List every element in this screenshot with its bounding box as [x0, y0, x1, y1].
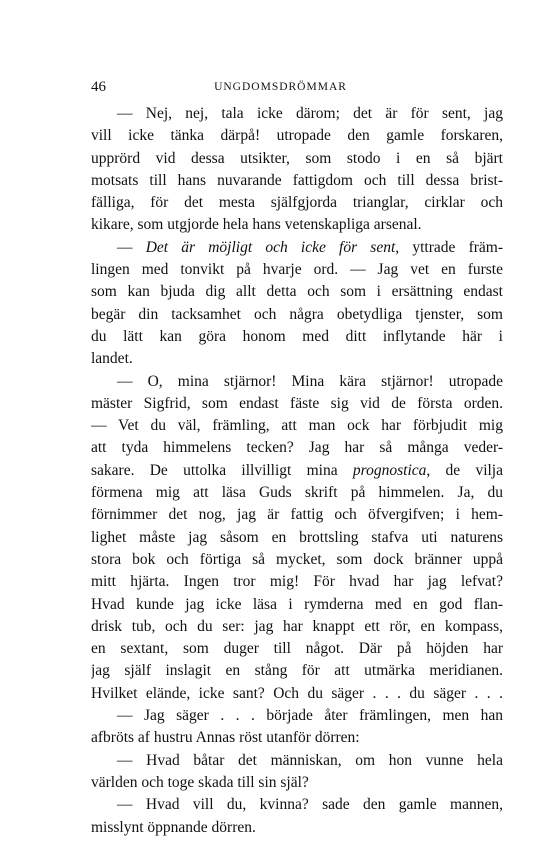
- text-line: jag själf inslagit en stång för att utmärka meridianen.: [91, 662, 503, 680]
- text-line: — Jag säger . . . började åter främlingen, men han: [117, 707, 503, 725]
- text-line: förmena mig att läsa Guds skrift på himmelen. Ja, du: [91, 484, 503, 502]
- dash: —: [117, 238, 146, 256]
- text-line: mitt hjärta. Ingen tror mig! För hvad har jag lefvat?: [91, 573, 503, 591]
- text-line: [91, 237, 503, 259]
- text-line: mäster Sigfrid, som endast fäste sig vid de första orden.: [91, 394, 503, 412]
- text-line: motsats till hans nuvarande fattigdom och till dessa brist-: [91, 171, 503, 189]
- text-line: — Vet du väl, främling, att man ock har förbjudit mig: [91, 417, 503, 435]
- text-line: förnimmer det nog, jag är fattig och öfvergifven; i hem-: [91, 506, 503, 524]
- text-line: lighet måste jag såsom en brottsling stafva uti naturens: [91, 528, 503, 546]
- page-number: 46: [91, 78, 106, 95]
- text-line: misslynt öppnande dörren.: [91, 818, 256, 836]
- italic-phrase: Det är möjligt och icke för sent,: [145, 238, 400, 256]
- text-line: [91, 460, 503, 482]
- text-line: vill icke tänka därpå! utropade den gamle forskaren,: [91, 127, 503, 145]
- text-line: kikare, som utgjorde hela hans vetenskapliga arsenal.: [91, 216, 422, 234]
- text-line: världen och toge skada till sin själ?: [91, 773, 309, 791]
- text-line: drisk tub, och du ser: jag har knappt ett rör, en kompass,: [91, 617, 503, 635]
- text-run: yttrade främ-: [412, 238, 503, 256]
- text-line: begär din tacksamhet och några obetydliga tjenster, som: [91, 305, 503, 323]
- text-line: afbröts af hustru Annas röst utanför dörren:: [91, 729, 360, 747]
- text-line: som kan bjuda dig allt detta och som i ersättning endast: [91, 283, 503, 301]
- body-text: [91, 103, 503, 839]
- text-line: fälliga, för det mesta själfgjorda trianglar, cirklar och: [91, 194, 503, 212]
- text-line: — Nej, nej, tala icke därom; det är för sent, jag: [117, 105, 503, 122]
- text-line: stora bok och förtiga så mycket, som dock bränner uppå: [91, 550, 503, 568]
- text-line: upprörd vid dessa utsikter, som stodo i en så bjärt: [91, 149, 503, 167]
- text-line: Hvad kunde jag icke läsa i rymderna med en god flan-: [91, 595, 503, 613]
- text-line: att tyda himmelens tecken? Jag har så många veder-: [91, 439, 503, 457]
- text-line: landet.: [91, 350, 133, 368]
- text-run: , de vilja: [426, 461, 503, 479]
- text-line: en sextant, som duger till något. Där på höjden har: [91, 640, 503, 658]
- text-line: lingen med tonvikt på hvarje ord. — Jag vet en furste: [91, 261, 503, 279]
- text-line: — Hvad vill du, kvinna? sade den gamle mannen,: [117, 796, 503, 814]
- page-header: [91, 77, 454, 97]
- italic-word: prognostica: [352, 461, 427, 479]
- text-line: Hvilket elände, icke sant? Och du säger . . . du säger . . .: [91, 684, 503, 702]
- text-run: sakare. De uttolka illvilligt mina: [91, 461, 338, 479]
- text-line: du lätt kan göra honom med ditt inflytande här i: [91, 327, 503, 345]
- running-title: UNGDOMSDRÖMMAR: [214, 81, 347, 93]
- text-line: — Hvad båtar det människan, om hon vunne hela: [117, 751, 503, 769]
- text-line: — O, mina stjärnor! Mina kära stjärnor! utropade: [117, 372, 503, 390]
